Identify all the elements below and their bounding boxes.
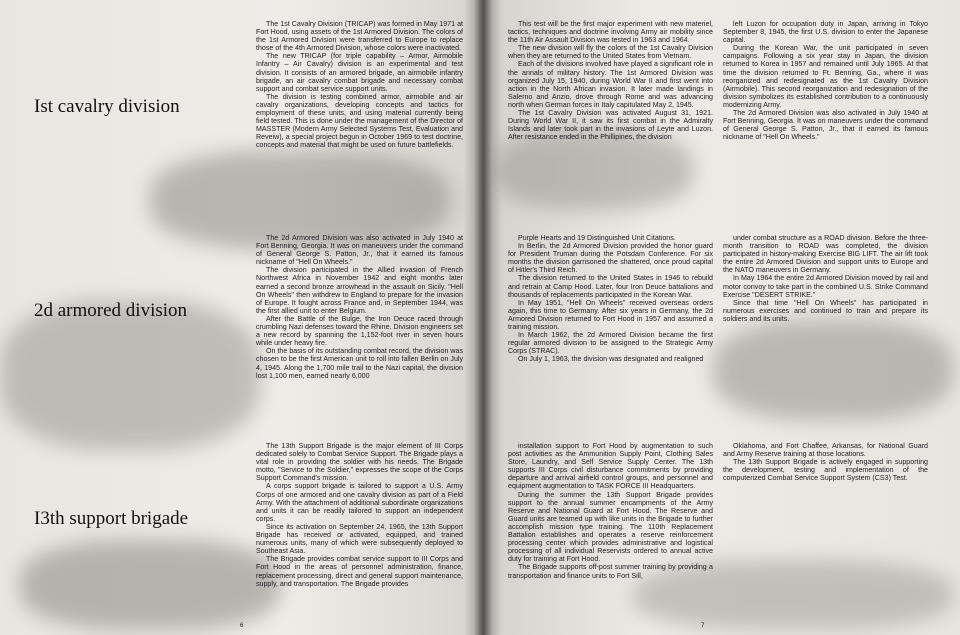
tank-photo-wash xyxy=(0,300,260,450)
paragraph: On the basis of its outstanding combat record, the division was chosen to be the first American unit to roll into fallen Berlin on July 4, 1945. Along the 1,700 mile trail to the Nazi capital, the division lost 1,100 men, earned nearly 6,000 xyxy=(256,347,464,380)
paragraph: The division is testing combined armor, airmobile and air cavalry organizations, developing concepts and tactics for employment of these units, and using material currently being field tested. This is done under the management of the Director of MASSTER (Modern Army Selected Systems Test, Evaluation and Reveiw), a special project begun in October 1969 to test doctrine, concepts and material that might be used on future battlefields. xyxy=(256,92,463,150)
paragraph: The 1st Cavalry Division was activated August 31, 1921. During World War II, it saw its first combat in the Admiralty Islands and later took part in the invasions of Leyte and Luzon. After resistance ended in the Phillipines, the division xyxy=(508,109,713,142)
paragraph: In Berlin, the 2d Armored Division provided the honor guard for President Truman during the Potsdam Conference. For six months the division garrisoned the shattered, once proud capital of Hitler's Third Reich. xyxy=(508,242,713,275)
section-text-armored-col2 xyxy=(723,234,928,323)
book-gutter xyxy=(474,0,492,635)
section-heading-cavalry: Ist cavalry division xyxy=(34,96,180,117)
paragraph: The new TRICAP (for triple capability – Armor, Airmobile Infantry – Air Cavalry) division is an experimental and test division. It consists of an armored brigade, an airmobile infantry brigade, an air cavalry combat brigade and necessary combat support and combat service support units. xyxy=(256,52,463,93)
paragraph: under combat structure as a ROAD division. Before the three-month transition to ROAD was completed, the division participated in history-making Exercise BIG LIFT. The air lift took the entire 2d Armored Division and support units to Europe and the NATO maneuvers in Germany. xyxy=(723,234,928,275)
paragraph: The 2d Armored Division was also activated in July 1940 at Fort Benning, Georgia. It was on maneuvers under the command of General George S. Patton, Jr., that it earned its famous nickname of "Hell On Wheels." xyxy=(723,109,928,142)
paragraph: In May 1964 the entire 2d Armored Division moved by rail and motor convoy to take part in the combined U.S. Strike Command Exercise "DESERT STRIKE." xyxy=(723,274,928,299)
page-number: 7 xyxy=(701,623,705,629)
right-page xyxy=(483,0,960,635)
section-text-test-col2 xyxy=(723,20,928,141)
paragraph: On July 1, 1963, the division was designated and realigned xyxy=(518,355,704,364)
section-text-armored xyxy=(256,234,463,380)
paragraph: Oklahoma, and Fort Chaffee, Arkansas, for National Guard and Army Reserve training at those locations. xyxy=(723,442,928,459)
paragraph: The 1st Cavalry Division (TRICAP) was formed in May 1971 at Fort Hood, using assets of the 1st Armored Division. The colors of the 1st Armored Division were transferred to Europe to replace those of the 4th Armored Division, whose colors were inactivated. xyxy=(256,20,463,53)
paragraph: Since that time "Hell On Wheels" has participated in numerous exercises and continued to train and prepare its soldiers and its units. xyxy=(723,298,928,323)
paragraph: After the Battle of the Bulge, the Iron Deuce raced through crumbling Nazi defenses toward the Rhine. Division engineers set a new record by spanning the 1,152-foot river in seven hours while under heavy fire. xyxy=(256,314,463,348)
section-text-support-col1 xyxy=(508,442,713,580)
paragraph: The 2d Armored Division was also activated in July 1940 at Fort Benning, Georgia. It was on maneuvers under the command of General George S. Patton, Jr., that it earned its famous nickname of "Hell On Wheels." xyxy=(256,234,463,267)
paragraph: The new division will fly the colors of the 1st Cavalry Division when they are returned to the United States from Vietnam. xyxy=(508,44,713,61)
paragraph: left Luzon for occupation duty in Japan, arriving in Tokyo September 8, 1945, the first U.S. division to enter the Japanese capital. xyxy=(723,20,928,45)
section-heading-support: I3th support brigade xyxy=(34,508,189,529)
paragraph: The Brigade supports off-post summer training by providing a transportation and finance units to Fort Sill, xyxy=(508,563,713,580)
paragraph: Since its activation on September 24, 1965, the 13th Support Brigade has received or activated, equipped, and trained numerous units, many of which were subsequently deployed to Southeast Asia. xyxy=(256,522,463,556)
paragraph: In March 1962, the 2d Armored Division became the first regular armored division to be assigned to the Strategic Army Corps (STRAC). xyxy=(508,331,713,356)
page-number: 6 xyxy=(240,623,244,629)
paragraph: The 13th Support Brigade is actively engaged in supporting the development, testing and implementation of the computerized Combat Service Support System (CS3) Test. xyxy=(723,458,928,483)
section-text-armored-col1 xyxy=(508,234,713,364)
paragraph: The division returned to the United States in 1946 to rebuild and retrain at Camp Hood. Later, four Iron Deuce battalions and thousands of replacements participated in the Korean War. xyxy=(508,274,713,299)
truck-photo-wash xyxy=(20,540,280,630)
paragraph: This test will be the first major experiment with new materiel, tactics, techniques and doctrine involving Army air mobility since the 11th Air Assault Division was tested in 1963 and 1964. xyxy=(508,20,713,45)
section-text-support-col2 xyxy=(723,442,928,482)
section-text-support xyxy=(256,442,463,588)
paragraph: installation support to Fort Hood by augmentation to such post activities as the Ammunition Supply Point, Clothing Sales Store, Laundry, and Self Service Supply Center. The 13th supports III Corps civil disturbance commitments by providing departure and arrival airfield control groups, and personnel and equipment augmentation to TASK FORCE III Headquarters. xyxy=(508,442,713,491)
paragraph: During the Korean War, the unit participated in seven campaigns. Following a six year stay in Japan, the division returned to Korea in 1957 and remained until July 1965. At that time the division returned to Ft. Benning, Ga., where it was reorganized and redesignated as the 1st Cavalry Division (Airmobile). This second reorganization and redesignation of the division symbolizes its established contribution to a continuously modernizing Army. xyxy=(723,44,928,109)
tank-photo-wash xyxy=(493,130,693,210)
paragraph: Purple Hearts and 19 Distinguished Unit Citations. xyxy=(518,234,676,242)
section-text-test-col1 xyxy=(508,20,713,141)
paragraph: Each of the divisions involved have played a significant role in the annals of military history. The 1st Armored Division was organized July 15, 1940, during World War II and first went into action in the North African invasion. It later made landings in Salerno and Anzio, drove through Rome and was advancing north when German forces in Italy capitulated May 2, 1945. xyxy=(508,60,713,109)
paragraph: The 13th Support Brigade is the major element of III Corps dedicated solely to Combat Service Support. The Brigade plays a vital role in providing the soldier with his needs. The Brigade motto, "Service to the Soldier," expresses the scope of the Corps Support Command's mission. xyxy=(256,442,463,483)
paragraph: During the summer the 13th Support Brigade provides support to the annual summer encampments of the Army Reserve and National Guard at Fort Hood. The Reserve and Guard units are teamed up with like units in the Brigade to further accomplish mission type training. The 110th Replacement Battalion establishes and operates a reserve reinforcement processing center which provides administrative and logistical processing of all individual Reservists ordered to annual active duty for training at Fort Hood. xyxy=(508,490,713,564)
section-text-cavalry xyxy=(256,20,463,150)
section-heading-armored: 2d armored division xyxy=(34,300,188,321)
paragraph: The division participated in the Allied invasion of French Northwest Africa in November 1942 and eight months later earned a second bronze arrowhead in the assault on Sicily. "Hell On Wheels" then withdrew to England to prepare for the invasion of Europe. It fought across France and, in September 1944, was the first allied unit to enter Belgium. xyxy=(256,266,463,315)
paragraph: A corps support brigade is tailored to support a U.S. Army Corps of one armored and one cavalry division as part of a Field Army. With the attachment of additional subordinate organizations and units it can be readily tailored to support an independent corps. xyxy=(256,482,463,523)
tank-photo-wash xyxy=(713,320,953,420)
paragraph: In May 1951, "Hell On Wheels" received overseas orders again, this time to Germany. After six years in Germany, the 2d Armored Division returned to Fort Hood in 1957 and assumed a training mission. xyxy=(508,298,713,332)
paragraph: The Brigade provides combat service support to III Corps and Fort Hood in the areas of personnel administration, finance, replacement processing, direct and general support maintenance, supply, and transportation. The Brigade provides xyxy=(256,555,463,588)
